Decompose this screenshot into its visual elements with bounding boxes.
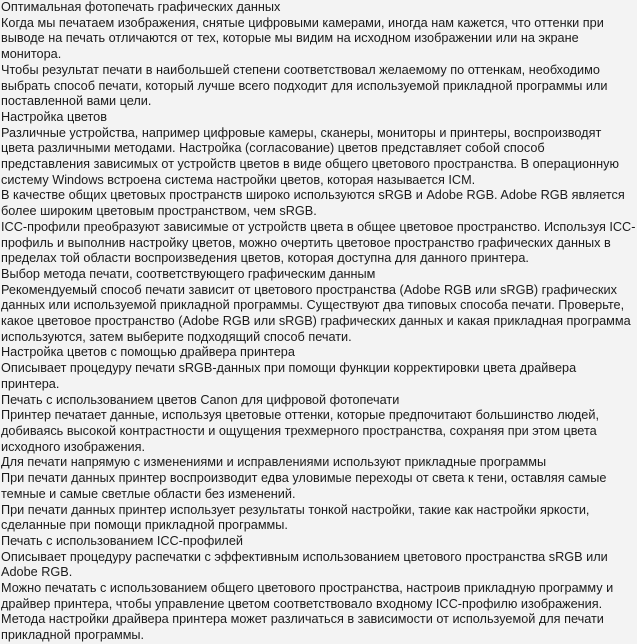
section-direct-printing-applications [1,455,636,534]
section-optimal-photo-printing [1,0,636,110]
section-icc-profile-printing [1,534,636,644]
paragraph: При печати данных принтер использует результаты тонкой настройки, такие как настройки яркости, сделанные при помощи прикладной программы. [1,502,590,533]
section-heading: Для печати напрямую с изменениями и исправлениями используют прикладные программы [1,455,547,470]
paragraph: При печати данных принтер воспроизводит едва уловимые переходы от света к тени, оставляя самые темные и самые светлые области без изменений. [1,471,607,501]
section-heading: Печать с использованием цветов Canon для цифровой фотопечати [1,392,400,407]
paragraph: ICC-профили преобразуют зависимые от устройств цвета в общее цветовое пространство. Используя ICC-профиль и выполнив настройку цветов, можно очертить цветовое пространство графических данных в пределах той области воспроизведения цветов, которая доступна для данного принтера. [1,219,636,266]
paragraph: Рекомендуемый способ печати зависит от цветового пространства (Adobe RGB или sRGB) графических данных или используемой прикладной программы. Существуют два типовых способа печати. Проверьте, какое цветовое пространство (Adobe RGB или sRGB) графических данных и какая прикладная программа используются, затем выберите подходящий способ печати. [1,282,631,344]
paragraph: Различные устройства, например цифровые камеры, сканеры, мониторы и принтеры, воспроизводят цвета различными методами. Настройка (согласование) цветов представляет собой способ представления зависимых от устройств цветов в виде общего цветового пространства. В операционную систему Windows встроена система настройки цветов, которая называется ICM. [1,125,619,187]
section-heading: Оптимальная фотопечать графических данных [1,0,281,14]
paragraph: Описывает процедуру распечатки с эффективным использованием цветового пространства sRGB или Adobe RGB. [1,549,608,580]
section-color-management [1,110,636,267]
paragraph: Чтобы результат печати в наибольшей степени соответствовал желаемому по оттенкам, необходимо выбрать способ печати, который лучше всего подходит для используемой прикладной программы или поставленной вами цели. [1,62,608,109]
section-canon-digital-photo-color [1,393,636,456]
paragraph: Принтер печатает данные, используя цветовые оттенки, которые предпочитают большинство людей, добиваясь высокой контрастности и ощущения трехмерного пространства, сохраняя при этом цвета исходного изображения. [1,408,599,454]
paragraph: Метода настройки драйвера принтера может различаться в зависимости от используемой для печати прикладной программы. [1,612,604,643]
paragraph: Можно печатать с использованием общего цветового пространства, настроив прикладную программу и драйвер принтера, чтобы управление цветом соответствовало входному ICC-профилю изображения. [1,581,614,611]
section-heading: Настройка цветов с помощью драйвера принтера [1,345,295,360]
section-heading: Печать с использованием ICC-профилей [1,533,243,548]
paragraph: Когда мы печатаем изображения, снятые цифровыми камерами, иногда нам кажется, что оттенки при выводе на печать отличаются от тех, которые мы видим на исходном изображении или на экране монитора. [1,15,604,62]
section-heading: Настройка цветов [1,109,107,124]
section-heading: Выбор метода печати, соответствующего графическим данным [1,266,376,281]
section-print-method-selection [1,267,636,346]
paragraph: В качестве общих цветовых пространств широко используются sRGB и Adobe RGB. Adobe RGB является более широким цветовым пространством, чем sRGB. [1,188,625,219]
section-driver-color-adjustment [1,345,636,392]
paragraph: Описывает процедуру печати sRGB-данных при помощи функции корректировки цвета драйвера принтера. [1,361,577,391]
